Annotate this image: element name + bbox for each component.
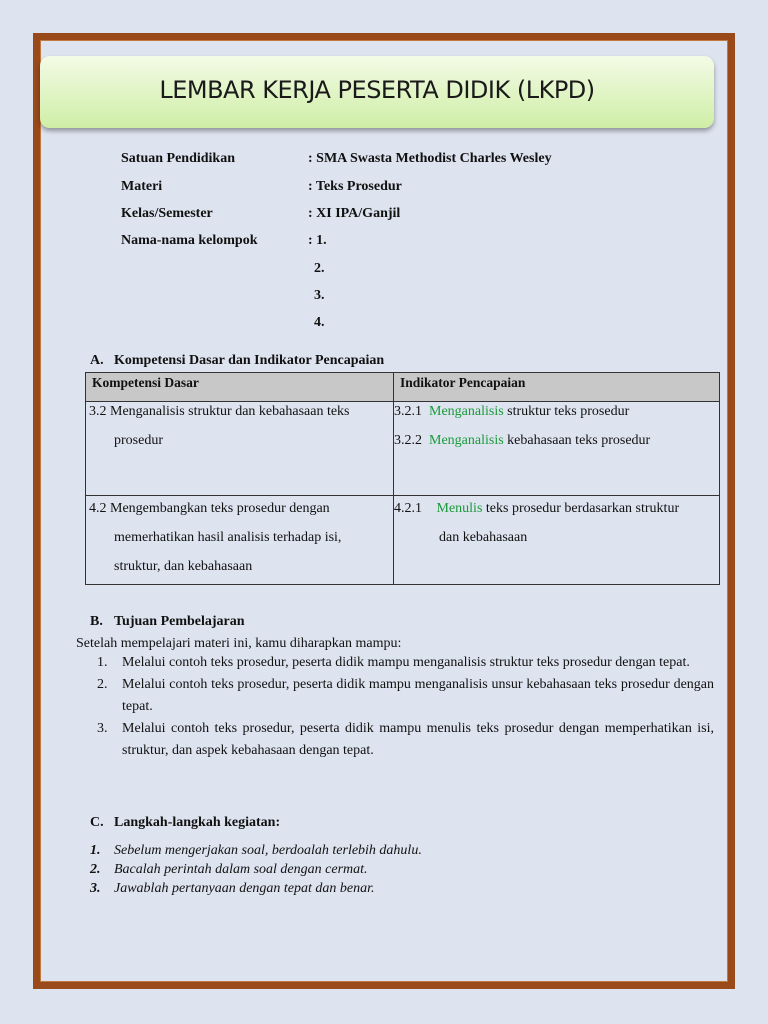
list-item bbox=[97, 718, 714, 762]
info-label-kelompok: Nama-nama kelompok bbox=[121, 233, 258, 248]
indicator-text: kebahasaan teks prosedur bbox=[503, 433, 651, 448]
indicator-text: struktur teks prosedur bbox=[503, 404, 630, 419]
table-cell-indikator-2 bbox=[394, 496, 720, 585]
table-cell-kd-2 bbox=[86, 496, 394, 585]
list-item-text: Bacalah perintah dalam soal dengan cermat. bbox=[114, 862, 368, 877]
indicator-3-2-2 bbox=[394, 433, 650, 449]
indicator-number: 3.2.2 bbox=[394, 433, 422, 448]
list-item-text: Melalui contoh teks prosedur, peserta didik mampu menulis teks prosedur dengan memperhatikan isi, struktur, dan aspek kebahasaan dengan tepat. bbox=[122, 721, 714, 758]
kd2-line3: struktur, dan kebahasaan bbox=[114, 559, 253, 574]
list-item-number: 2. bbox=[97, 677, 108, 692]
competency-table bbox=[85, 372, 720, 585]
info-value-kelas: : XI IPA/Ganjil bbox=[308, 206, 401, 221]
info-label-kelas: Kelas/Semester bbox=[121, 206, 213, 221]
section-b-intro: Setelah mempelajari materi ini, kamu diharapkan mampu: bbox=[76, 636, 402, 651]
info-value-satuan: : SMA Swasta Methodist Charles Wesley bbox=[308, 151, 552, 166]
table-cell-kd-1 bbox=[86, 402, 394, 496]
list-item-number: 3. bbox=[97, 721, 108, 736]
section-c-letter: C. bbox=[90, 815, 104, 830]
list-item-number: 3. bbox=[90, 881, 101, 896]
section-b-heading bbox=[90, 614, 245, 630]
list-item-text: Melalui contoh teks prosedur, peserta didik mampu menganalisis unsur kebahasaan teks prosedur dengan tepat. bbox=[122, 677, 714, 714]
page-title: LEMBAR KERJA PESERTA DIDIK (LKPD) bbox=[159, 76, 595, 104]
indicator-verb: Menganalisis bbox=[429, 433, 504, 448]
table-header-indikator: Indikator Pencapaian bbox=[394, 373, 720, 402]
group-number-3: 3. bbox=[314, 288, 325, 303]
objectives-list bbox=[97, 652, 714, 762]
indicator-text: teks prosedur berdasarkan struktur bbox=[482, 501, 680, 516]
list-item bbox=[97, 652, 714, 674]
group-number-4: 4. bbox=[314, 315, 325, 330]
indicator-verb: Menganalisis bbox=[429, 404, 504, 419]
kd1-line1: 3.2 Menganalisis struktur dan kebahasaan teks bbox=[89, 404, 350, 419]
steps-list bbox=[90, 841, 422, 898]
section-a-title: Kompetensi Dasar dan Indikator Pencapaian bbox=[114, 353, 385, 368]
indicator-verb: Menulis bbox=[436, 501, 483, 516]
info-value-kelompok: : 1. bbox=[308, 233, 327, 248]
list-item-number: 1. bbox=[97, 655, 108, 670]
indicator-number: 4.2.1 bbox=[394, 501, 422, 516]
list-item-text: Jawablah pertanyaan dengan tepat dan benar. bbox=[114, 881, 375, 896]
indicator-number: 3.2.1 bbox=[394, 404, 422, 419]
list-item-number: 1. bbox=[90, 843, 101, 858]
section-c-heading bbox=[90, 815, 280, 831]
list-item bbox=[90, 879, 422, 898]
kd2-line2: memerhatikan hasil analisis terhadap isi, bbox=[114, 530, 342, 545]
info-value-materi: : Teks Prosedur bbox=[308, 179, 402, 194]
indicator-4-2-1 bbox=[394, 501, 679, 517]
list-item bbox=[90, 841, 422, 860]
list-item-number: 2. bbox=[90, 862, 101, 877]
info-label-satuan: Satuan Pendidikan bbox=[121, 151, 235, 166]
info-label-materi: Materi bbox=[121, 179, 163, 194]
group-number-2: 2. bbox=[314, 261, 325, 276]
table-header-kd: Kompetensi Dasar bbox=[86, 373, 394, 402]
list-item-text: Sebelum mengerjakan soal, berdoalah terlebih dahulu. bbox=[114, 843, 422, 858]
section-b-title: Tujuan Pembelajaran bbox=[114, 614, 245, 629]
section-a-letter: A. bbox=[90, 353, 104, 368]
list-item-text: Melalui contoh teks prosedur, peserta didik mampu menganalisis struktur teks prosedur dengan tepat. bbox=[122, 655, 690, 670]
list-item bbox=[97, 674, 714, 718]
table-cell-indikator-1 bbox=[394, 402, 720, 496]
kd2-line1: 4.2 Mengembangkan teks prosedur dengan bbox=[89, 501, 330, 516]
section-b-letter: B. bbox=[90, 614, 103, 629]
kd1-line2: prosedur bbox=[114, 433, 163, 448]
section-a-heading bbox=[90, 353, 384, 369]
indicator-4-2-1-line2: dan kebahasaan bbox=[439, 530, 528, 545]
list-item bbox=[90, 860, 422, 879]
indicator-3-2-1 bbox=[394, 404, 629, 420]
section-c-title: Langkah-langkah kegiatan: bbox=[114, 815, 281, 830]
